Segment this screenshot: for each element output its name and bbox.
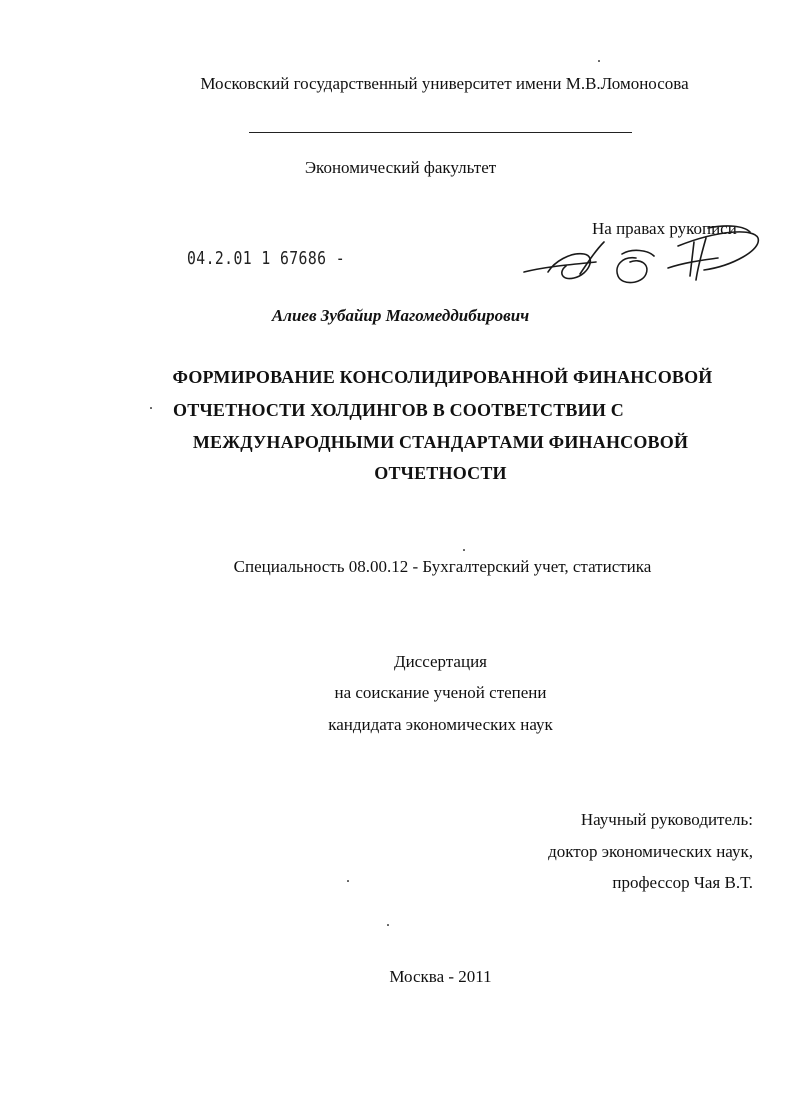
supervisor-name: профессор Чая В.Т. xyxy=(612,873,753,892)
author-name: Алиев Зубайир Магомеддибирович xyxy=(271,306,530,325)
title-line: МЕЖДУНАРОДНЫМИ СТАНДАРТАМИ ФИНАНСОВОЙ xyxy=(192,432,689,452)
title-line: ФОРМИРОВАНИЕ КОНСОЛИДИРОВАННОЙ ФИНАНСОВОЙ xyxy=(172,367,713,387)
university-name: Московский государственный университет имени М.В.Ломоносова xyxy=(200,74,689,93)
archive-stamp-number: 04.2.01 1 67686 - xyxy=(187,248,346,269)
dissertation-line: Диссертация xyxy=(393,652,487,671)
faculty-name: Экономический факультет xyxy=(304,158,497,177)
scan-speck xyxy=(463,549,465,551)
supervisor-degree: доктор экономических наук, xyxy=(548,842,753,861)
scan-speck xyxy=(387,924,389,926)
handwritten-signature xyxy=(518,222,763,294)
dissertation-line: на соискание ученой степени xyxy=(334,683,547,702)
header-divider xyxy=(249,132,632,133)
title-line: ОТЧЕТНОСТИ ХОЛДИНГОВ В СООТВЕТСТВИИ С xyxy=(173,400,624,420)
dissertation-line: кандидата экономических наук xyxy=(328,715,553,734)
city-year: Москва - 2011 xyxy=(389,967,492,986)
scan-speck xyxy=(347,880,349,882)
specialty-line: Специальность 08.00.12 - Бухгалтерский учет, статистика xyxy=(233,557,652,576)
scan-speck xyxy=(150,407,152,409)
manuscript-rights-note: На правах рукописи xyxy=(592,219,737,238)
scan-speck xyxy=(598,60,600,62)
supervisor-label: Научный руководитель: xyxy=(580,810,753,829)
title-line: ОТЧЕТНОСТИ xyxy=(374,463,507,483)
